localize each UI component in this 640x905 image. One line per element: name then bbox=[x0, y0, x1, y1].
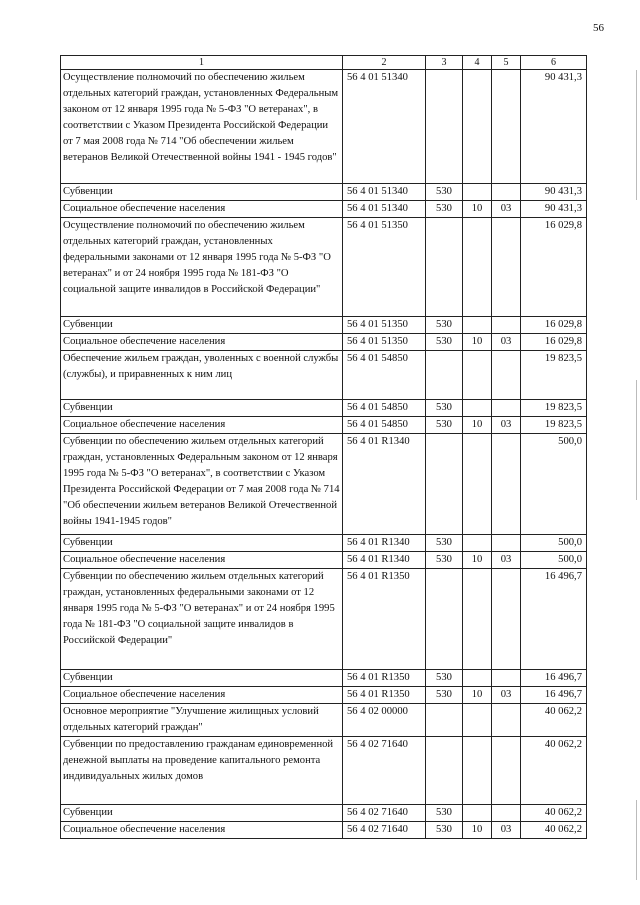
row-amount-cell: 16 029,8 bbox=[521, 317, 587, 334]
row-type-cell bbox=[426, 704, 463, 737]
row-amount-cell: 40 062,2 bbox=[521, 822, 587, 839]
row-name-cell: Субвенции bbox=[61, 184, 343, 201]
table-row bbox=[61, 552, 587, 569]
table-row bbox=[61, 805, 587, 822]
row-subsection-cell: 03 bbox=[492, 687, 521, 704]
row-type-cell: 530 bbox=[426, 317, 463, 334]
row-section-cell bbox=[463, 805, 492, 822]
scan-edge-mark bbox=[636, 380, 637, 500]
row-name-cell: Социальное обеспечение населения bbox=[61, 552, 343, 569]
row-code-cell: 56 4 01 54850 bbox=[343, 351, 426, 400]
row-section-cell bbox=[463, 737, 492, 805]
row-type-cell: 530 bbox=[426, 334, 463, 351]
row-subsection-cell bbox=[492, 434, 521, 535]
row-name-cell: Осуществление полномочий по обеспечению жильем отдельных категорий граждан, установленных федеральными законами от 12 января 1995 года № 5-ФЗ "О ветеранах" и от 24 ноября 1995 года № 181-ФЗ "О социальной защите инвалидов в Российской Федерации" bbox=[61, 218, 343, 317]
row-section-cell: 10 bbox=[463, 201, 492, 218]
row-name-cell: Субвенции bbox=[61, 317, 343, 334]
row-amount-cell: 40 062,2 bbox=[521, 805, 587, 822]
row-amount-cell: 16 496,7 bbox=[521, 687, 587, 704]
row-section-cell: 10 bbox=[463, 687, 492, 704]
row-name-cell: Субвенции bbox=[61, 400, 343, 417]
row-section-cell: 10 bbox=[463, 417, 492, 434]
row-code-cell: 56 4 01 51350 bbox=[343, 317, 426, 334]
row-name-cell: Субвенции bbox=[61, 805, 343, 822]
table-row bbox=[61, 400, 587, 417]
row-section-cell bbox=[463, 218, 492, 317]
header-row bbox=[61, 56, 587, 70]
row-code-cell: 56 4 01 54850 bbox=[343, 417, 426, 434]
row-type-cell: 530 bbox=[426, 184, 463, 201]
row-amount-cell: 16 029,8 bbox=[521, 334, 587, 351]
table-row bbox=[61, 417, 587, 434]
row-section-cell bbox=[463, 704, 492, 737]
row-code-cell: 56 4 01 R1340 bbox=[343, 552, 426, 569]
row-type-cell: 530 bbox=[426, 417, 463, 434]
row-name-cell: Социальное обеспечение населения bbox=[61, 201, 343, 218]
table-row bbox=[61, 704, 587, 737]
table-row bbox=[61, 184, 587, 201]
row-type-cell: 530 bbox=[426, 552, 463, 569]
row-subsection-cell bbox=[492, 670, 521, 687]
table-row bbox=[61, 737, 587, 805]
table-row bbox=[61, 334, 587, 351]
row-type-cell bbox=[426, 434, 463, 535]
row-subsection-cell bbox=[492, 569, 521, 670]
header-cell-2: 2 bbox=[343, 56, 426, 70]
header-cell-3: 3 bbox=[426, 56, 463, 70]
row-type-cell bbox=[426, 70, 463, 184]
row-section-cell bbox=[463, 670, 492, 687]
row-amount-cell: 500,0 bbox=[521, 434, 587, 535]
row-name-cell: Социальное обеспечение населения bbox=[61, 822, 343, 839]
row-amount-cell: 19 823,5 bbox=[521, 400, 587, 417]
header-cell-6: 6 bbox=[521, 56, 587, 70]
row-name-cell: Субвенции по обеспечению жильем отдельных категорий граждан, установленных Федеральным законом от 12 января 1995 года № 5-ФЗ "О ветеранах", в соответствии с Указом Президента Российской Федерации от 7 мая 2008 года № 714 "Об обеспечении жильем ветеранов Великой Отечественной войны 1941-1945 годов" bbox=[61, 434, 343, 535]
row-section-cell bbox=[463, 184, 492, 201]
table-row bbox=[61, 317, 587, 334]
row-code-cell: 56 4 01 R1350 bbox=[343, 670, 426, 687]
table-row bbox=[61, 670, 587, 687]
row-amount-cell: 500,0 bbox=[521, 535, 587, 552]
table-row bbox=[61, 822, 587, 839]
row-subsection-cell bbox=[492, 70, 521, 184]
row-name-cell: Субвенции по предоставлению гражданам единовременной денежной выплаты на проведение капитального ремонта индивидуальных жилых домов bbox=[61, 737, 343, 805]
row-name-cell: Субвенции по обеспечению жильем отдельных категорий граждан, установленных федеральными законами от 12 января 1995 года № 5-ФЗ "О ветеранах" и от 24 ноября 1995 года № 181-ФЗ "О социальной защите инвалидов в Российской Федерации" bbox=[61, 569, 343, 670]
row-subsection-cell bbox=[492, 535, 521, 552]
row-amount-cell: 90 431,3 bbox=[521, 184, 587, 201]
table-row bbox=[61, 434, 587, 535]
row-name-cell: Социальное обеспечение населения bbox=[61, 687, 343, 704]
table-row bbox=[61, 351, 587, 400]
row-name-cell: Осуществление полномочий по обеспечению жильем отдельных категорий граждан, установленных Федеральным законом от 12 января 1995 года № 5-ФЗ "О ветеранах", в соответствии с Указом Президента Российской Федерации от 7 мая 2008 года № 714 "Об обеспечении жильем ветеранов Великой Отечественной войны 1941 - 1945 годов" bbox=[61, 70, 343, 184]
row-amount-cell: 40 062,2 bbox=[521, 737, 587, 805]
row-section-cell bbox=[463, 535, 492, 552]
row-type-cell: 530 bbox=[426, 201, 463, 218]
row-code-cell: 56 4 01 51340 bbox=[343, 201, 426, 218]
row-section-cell bbox=[463, 434, 492, 535]
row-section-cell bbox=[463, 317, 492, 334]
row-subsection-cell bbox=[492, 184, 521, 201]
page-number: 56 bbox=[593, 22, 604, 34]
row-code-cell: 56 4 01 R1350 bbox=[343, 687, 426, 704]
row-type-cell: 530 bbox=[426, 535, 463, 552]
row-section-cell: 10 bbox=[463, 822, 492, 839]
row-code-cell: 56 4 02 00000 bbox=[343, 704, 426, 737]
table-row bbox=[61, 70, 587, 184]
row-code-cell: 56 4 01 54850 bbox=[343, 400, 426, 417]
row-code-cell: 56 4 01 51350 bbox=[343, 334, 426, 351]
row-type-cell: 530 bbox=[426, 822, 463, 839]
row-name-cell: Социальное обеспечение населения bbox=[61, 417, 343, 434]
row-code-cell: 56 4 02 71640 bbox=[343, 805, 426, 822]
row-subsection-cell: 03 bbox=[492, 552, 521, 569]
row-subsection-cell bbox=[492, 218, 521, 317]
row-type-cell: 530 bbox=[426, 687, 463, 704]
row-amount-cell: 16 029,8 bbox=[521, 218, 587, 317]
row-amount-cell: 500,0 bbox=[521, 552, 587, 569]
row-section-cell bbox=[463, 70, 492, 184]
row-section-cell: 10 bbox=[463, 552, 492, 569]
row-amount-cell: 19 823,5 bbox=[521, 351, 587, 400]
row-amount-cell: 16 496,7 bbox=[521, 670, 587, 687]
row-code-cell: 56 4 02 71640 bbox=[343, 822, 426, 839]
row-subsection-cell: 03 bbox=[492, 822, 521, 839]
row-subsection-cell bbox=[492, 351, 521, 400]
row-type-cell bbox=[426, 218, 463, 317]
row-subsection-cell: 03 bbox=[492, 334, 521, 351]
row-subsection-cell bbox=[492, 704, 521, 737]
header-cell-1: 1 bbox=[61, 56, 343, 70]
row-amount-cell: 19 823,5 bbox=[521, 417, 587, 434]
row-type-cell bbox=[426, 569, 463, 670]
row-section-cell: 10 bbox=[463, 334, 492, 351]
row-subsection-cell bbox=[492, 737, 521, 805]
row-amount-cell: 90 431,3 bbox=[521, 70, 587, 184]
row-name-cell: Субвенции bbox=[61, 670, 343, 687]
table-row bbox=[61, 687, 587, 704]
row-type-cell: 530 bbox=[426, 670, 463, 687]
scan-edge-mark bbox=[636, 70, 637, 200]
row-amount-cell: 16 496,7 bbox=[521, 569, 587, 670]
row-type-cell: 530 bbox=[426, 805, 463, 822]
row-amount-cell: 40 062,2 bbox=[521, 704, 587, 737]
row-subsection-cell: 03 bbox=[492, 417, 521, 434]
row-code-cell: 56 4 01 51350 bbox=[343, 218, 426, 317]
row-subsection-cell: 03 bbox=[492, 201, 521, 218]
row-code-cell: 56 4 01 R1350 bbox=[343, 569, 426, 670]
row-section-cell bbox=[463, 400, 492, 417]
row-type-cell bbox=[426, 351, 463, 400]
row-amount-cell: 90 431,3 bbox=[521, 201, 587, 218]
scan-edge-mark bbox=[636, 800, 637, 880]
row-section-cell bbox=[463, 569, 492, 670]
row-name-cell: Социальное обеспечение населения bbox=[61, 334, 343, 351]
row-subsection-cell bbox=[492, 400, 521, 417]
row-name-cell: Субвенции bbox=[61, 535, 343, 552]
row-subsection-cell bbox=[492, 805, 521, 822]
table-row bbox=[61, 569, 587, 670]
row-section-cell bbox=[463, 351, 492, 400]
row-name-cell: Основное мероприятие "Улучшение жилищных условий отдельных категорий граждан" bbox=[61, 704, 343, 737]
table-row bbox=[61, 218, 587, 317]
header-cell-4: 4 bbox=[463, 56, 492, 70]
row-code-cell: 56 4 02 71640 bbox=[343, 737, 426, 805]
row-subsection-cell bbox=[492, 317, 521, 334]
row-code-cell: 56 4 01 R1340 bbox=[343, 535, 426, 552]
row-type-cell: 530 bbox=[426, 400, 463, 417]
row-type-cell bbox=[426, 737, 463, 805]
table-row bbox=[61, 535, 587, 552]
row-code-cell: 56 4 01 51340 bbox=[343, 70, 426, 184]
header-cell-5: 5 bbox=[492, 56, 521, 70]
row-name-cell: Обеспечение жильем граждан, уволенных с военной службы (службы), и приравненных к ним лиц bbox=[61, 351, 343, 400]
row-code-cell: 56 4 01 51340 bbox=[343, 184, 426, 201]
table-row bbox=[61, 201, 587, 218]
row-code-cell: 56 4 01 R1340 bbox=[343, 434, 426, 535]
budget-table bbox=[60, 55, 587, 839]
